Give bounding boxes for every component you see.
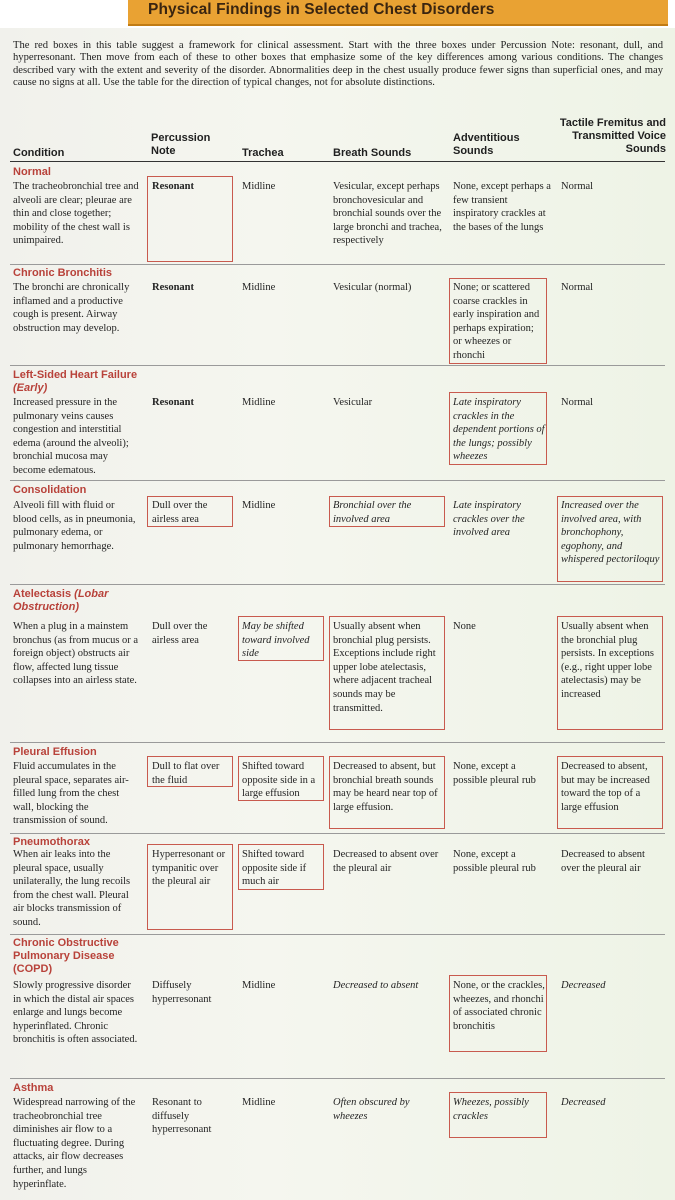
condition-name-atelectasis	[13, 588, 141, 614]
adventitious-asthma: Wheezes, possibly crackles	[453, 1097, 529, 1122]
condition-desc-atelectasis: When a plug in a mainstem bronchus (as from mucus or a foreign object) obstructs air flow, affected lung tissue collapses into an airless state.	[13, 621, 139, 687]
tactile-asthma: Decreased	[561, 1097, 606, 1108]
trachea-pneumothorax: Shifted toward opposite side if much air	[242, 849, 307, 888]
trachea-copd: Midline	[242, 980, 276, 991]
condition-name-pleural-effusion: Pleural Effusion	[13, 746, 97, 758]
adventitious-chronic-bronchitis: None; or scattered coarse crackles in early inspiration and perhaps expiration; or wheezes or rhonchi	[453, 282, 540, 361]
breath-atelectasis: Usually absent when bronchial plug persists. Exceptions include right upper lobe atelectasis, where adjacent tracheal sounds may be transmitted.	[333, 621, 436, 714]
tactile-copd: Decreased	[561, 980, 606, 991]
tactile-normal: Normal	[561, 181, 594, 192]
condition-name-heart-failure-main: Left-Sided Heart Failure	[13, 369, 138, 381]
tactile-pleural-effusion: Decreased to absent, but may be increased toward the top of a large effusion	[561, 761, 650, 813]
condition-desc-copd: Slowly progressive disorder in which the distal air spaces enlarge and lungs become hyperinflated. Chronic bronchitis is often associated.	[13, 980, 138, 1046]
header-percussion: Percussion Note	[151, 132, 211, 157]
breath-asthma: Often obscured by wheezes	[333, 1097, 410, 1122]
intro-paragraph: The red boxes in this table suggest a framework for clinical assessment. Start with the three boxes under Percussion Note: resonant, dull, and hyperresonant. Then move from each of these to other boxes that emphasize some of the key differences among various conditions. The changes described vary with the extent and severity of the disorder. Abnormalities deep in the chest usually produce fewer signs than superficial ones, and may cause no signs at all. Use the table for the direction of typical changes, not for absolute distinctions.	[13, 40, 663, 88]
condition-desc-consolidation: Alveoli fill with fluid or blood cells, as in pneumonia, pulmonary edema, or pulmonary hemorrhage.	[13, 500, 136, 552]
percussion-pneumothorax: Hyperresonant or tympanitic over the pleural air	[152, 849, 226, 888]
row-divider	[10, 742, 665, 743]
header-tactile-fremitus: Tactile Fremitus and Transmitted Voice Sounds	[559, 117, 666, 155]
row-divider	[10, 833, 665, 834]
tactile-consolidation: Increased over the involved area, with bronchophony, egophony, and whispered pectoriloquy	[561, 500, 660, 566]
condition-name-consolidation: Consolidation	[13, 484, 87, 496]
condition-name-chronic-bronchitis: Chronic Bronchitis	[13, 267, 113, 279]
header-rule	[10, 161, 665, 162]
trachea-asthma: Midline	[242, 1097, 276, 1108]
percussion-heart-failure: Resonant	[152, 397, 195, 408]
trachea-consolidation: Midline	[242, 500, 276, 511]
tactile-pneumothorax: Decreased to absent over the pleural air	[561, 849, 645, 874]
condition-desc-heart-failure: Increased pressure in the pulmonary veins causes congestion and interstitial edema (around the alveoli); bronchial mucosa may become edematous.	[13, 397, 129, 476]
percussion-asthma: Resonant to diffusely hyperresonant	[152, 1097, 212, 1136]
adventitious-consolidation: Late inspiratory crackles over the involved area	[453, 500, 525, 539]
percussion-consolidation: Dull over the airless area	[152, 500, 208, 525]
tactile-heart-failure: Normal	[561, 397, 594, 408]
condition-name-copd: Chronic Obstructive Pulmonary Disease (COPD)	[13, 937, 119, 975]
condition-desc-normal: The tracheobronchial tree and alveoli are clear; pleurae are thin and close together; mobility of the chest wall is unimpaired.	[13, 181, 139, 247]
condition-name-atelectasis-suffix: (Lobar Obstruction)	[13, 588, 109, 613]
breath-chronic-bronchitis: Vesicular (normal)	[333, 282, 412, 293]
condition-name-normal: Normal	[13, 166, 51, 178]
trachea-normal: Midline	[242, 181, 276, 192]
breath-consolidation: Bronchial over the involved area	[333, 500, 412, 525]
row-divider	[10, 365, 665, 366]
percussion-atelectasis: Dull over the airless area	[152, 621, 208, 646]
page-title: Physical Findings in Selected Chest Disorders	[148, 1, 495, 18]
header-breath-sounds: Breath Sounds	[333, 147, 412, 159]
header-trachea: Trachea	[242, 147, 284, 159]
trachea-chronic-bronchitis: Midline	[242, 282, 276, 293]
condition-desc-chronic-bronchitis: The bronchi are chronically inflamed and a productive cough is present. Airway obstruction may develop.	[13, 282, 130, 334]
condition-name-atelectasis-main: Atelectasis	[13, 588, 72, 600]
condition-name-pneumothorax: Pneumothorax	[13, 836, 91, 848]
condition-name-heart-failure-suffix: (Early)	[13, 382, 48, 394]
breath-pneumothorax: Decreased to absent over the pleural air	[333, 849, 439, 874]
header-condition: Condition	[13, 147, 65, 159]
banner-background	[0, 0, 675, 28]
percussion-pleural-effusion: Dull to flat over the fluid	[152, 761, 220, 786]
percussion-chronic-bronchitis: Resonant	[152, 282, 195, 293]
row-divider	[10, 584, 665, 585]
header-adventitious: Adventitious Sounds	[453, 132, 520, 157]
row-divider	[10, 1078, 665, 1079]
condition-name-asthma: Asthma	[13, 1082, 54, 1094]
breath-normal: Vesicular, except perhaps bronchovesicular and bronchial sounds over the large bronchi and trachea, respectively	[333, 181, 442, 247]
breath-pleural-effusion: Decreased to absent, but bronchial breath sounds may be heard near top of large effusion.	[333, 761, 438, 813]
percussion-normal: Resonant	[152, 181, 195, 192]
row-divider	[10, 480, 665, 481]
adventitious-copd: None, or the crackles, wheezes, and rhonchi of associated chronic bronchitis	[453, 980, 545, 1032]
condition-desc-pleural-effusion: Fluid accumulates in the pleural space, separates air-filled lung from the chest wall, blocking the transmission of sound.	[13, 761, 129, 827]
condition-name-heart-failure	[13, 369, 141, 395]
trachea-atelectasis: May be shifted toward involved side	[242, 621, 310, 660]
adventitious-normal: None, except perhaps a few transient inspiratory crackles at the bases of the lungs	[453, 181, 551, 233]
percussion-copd: Diffusely hyperresonant	[152, 980, 212, 1005]
tactile-atelectasis: Usually absent when the bronchial plug persists. In exceptions (e.g., right upper lobe atelectasis) may be increased	[561, 621, 655, 700]
condition-desc-asthma: Widespread narrowing of the tracheobronchial tree diminishes air flow to a fluctuating degree. During attacks, air flow decreases further, and lungs hyperinflate.	[13, 1097, 136, 1190]
condition-desc-pneumothorax: When air leaks into the pleural space, usually unilaterally, the lung recoils from the chest wall. Pleural air blocks transmission of sound.	[13, 849, 131, 928]
adventitious-atelectasis: None	[453, 621, 476, 632]
row-divider	[10, 264, 665, 265]
adventitious-heart-failure: Late inspiratory crackles in the dependent portions of the lungs; possibly wheezes	[453, 397, 545, 463]
adventitious-pneumothorax: None, except a possible pleural rub	[453, 849, 536, 874]
breath-copd: Decreased to absent	[333, 980, 419, 991]
breath-heart-failure: Vesicular	[333, 397, 373, 408]
tactile-chronic-bronchitis: Normal	[561, 282, 594, 293]
trachea-pleural-effusion: Shifted toward opposite side in a large effusion	[242, 761, 316, 800]
adventitious-pleural-effusion: None, except a possible pleural rub	[453, 761, 536, 786]
row-divider	[10, 934, 665, 935]
trachea-heart-failure: Midline	[242, 397, 276, 408]
